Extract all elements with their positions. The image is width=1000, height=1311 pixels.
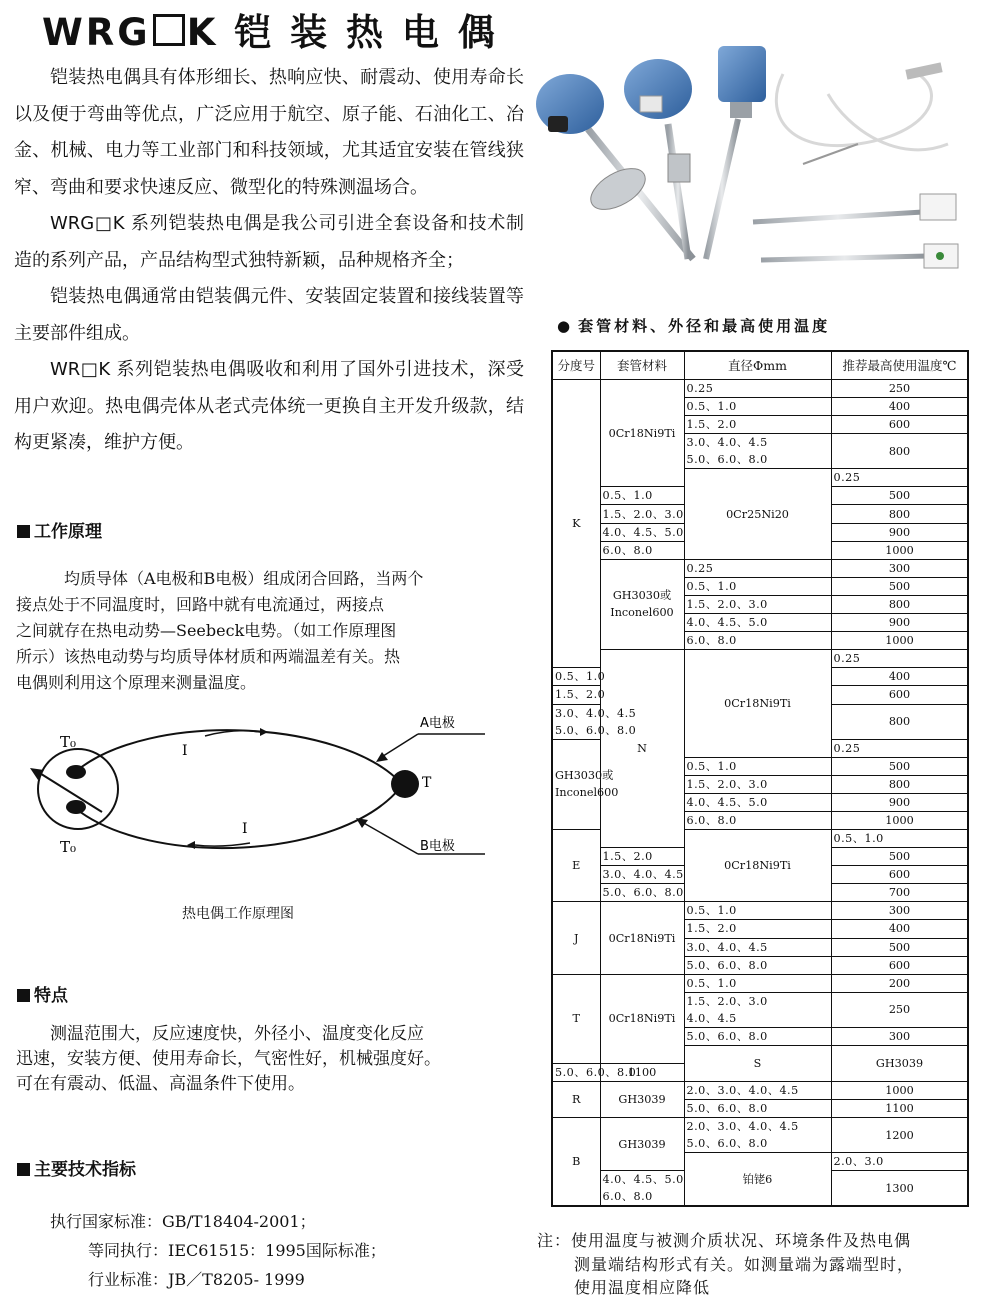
cell-max-temp: 500 (831, 938, 968, 956)
material-name-line: 0Cr18Ni9Ti (608, 1012, 676, 1026)
cell-max-temp: 1100 (831, 1100, 968, 1118)
header-material: 套管材料 (600, 351, 684, 380)
material-name-line: 铂铑6 (742, 1172, 773, 1186)
table-row (552, 1118, 968, 1153)
diameter-line: 4.0、4.5 (686, 1011, 737, 1025)
table-row (552, 1082, 968, 1100)
cell-diameter (684, 1118, 831, 1153)
cell-max-temp: 900 (831, 793, 968, 811)
cell-material (684, 650, 831, 757)
electrode-a-wire (75, 730, 400, 782)
thermocouple-principle-diagram (20, 700, 500, 880)
cell-diameter (684, 956, 831, 974)
working-principle-text (16, 566, 506, 696)
cell-diameter (684, 938, 831, 956)
cell-max-temp: 500 (831, 848, 968, 866)
material-name-line: 0Cr25Ni20 (726, 507, 789, 521)
cell-max-temp: 400 (831, 398, 968, 416)
material-name-line: Inconel600 (555, 786, 619, 800)
cell-code: S (684, 1045, 831, 1081)
cell-diameter (684, 793, 831, 811)
cell-diameter (831, 829, 968, 847)
cold-junction-bottom (66, 800, 86, 814)
cell-code: B (552, 1118, 600, 1207)
diameter-line: 1.5、2.0、3.0 (686, 777, 768, 791)
diameter-line: 5.0、6.0、8.0 (555, 723, 637, 737)
cell-diameter (552, 704, 637, 739)
material-name-line: GH3030或 (555, 769, 614, 783)
cell-material (831, 1045, 968, 1081)
intro-paragraph: WRG□K 系列铠装热电偶是我公司引进全套设备和技术制造的系列产品，产品结构型式独特新颖，品种规格齐全； (14, 213, 524, 271)
diameter-line: 1.5、2.0 (555, 688, 606, 702)
diameter-line: 2.0、3.0、4.0、4.5 (686, 1120, 799, 1134)
title-prefix: WRG (42, 11, 151, 54)
cell-max-temp: 600 (831, 956, 968, 974)
cell-diameter (600, 487, 684, 505)
header-code: 分度号 (552, 351, 600, 380)
cell-material (600, 1082, 684, 1118)
page-title (42, 2, 498, 56)
cell-max-temp: 1000 (831, 811, 968, 829)
cell-diameter (684, 775, 831, 793)
diameter-line: 5.0、6.0、8.0 (555, 1066, 637, 1080)
note-line: 使用温度与被测介质状况、环境条件及热电偶 (571, 1231, 912, 1250)
header-diameter: 直径Φmm (684, 351, 831, 380)
table-row (552, 902, 968, 920)
sheath-material-table (551, 350, 969, 1207)
diameter-line: 0.5、1.0 (686, 400, 737, 414)
diameter-line: 1.5、2.0、3.0 (602, 507, 684, 521)
diameter-line: 6.0、8.0 (686, 813, 737, 827)
cell-max-temp: 600 (831, 686, 968, 704)
cell-max-temp: 1000 (831, 1082, 968, 1100)
material-name-line: 0Cr18Ni9Ti (608, 931, 676, 945)
cell-max-temp: 800 (831, 434, 968, 469)
diameter-line: 3.0、4.0、4.5 (686, 436, 768, 450)
material-name-line: Inconel600 (610, 606, 674, 620)
spec-line: 等同执行：IEC61515：1995国际标准； (88, 1241, 386, 1260)
tech-specs-text (50, 1207, 386, 1294)
diameter-line: 5.0、6.0、8.0 (686, 1137, 768, 1151)
current-arrow-top (205, 731, 260, 736)
cell-max-temp: 800 (831, 505, 968, 523)
intro-paragraph: 铠装热电偶通常由铠装偶元件、安装固定装置和接线装置等主要部件组成。 (14, 286, 524, 344)
cell-diameter (684, 1082, 831, 1100)
table-header-row (552, 351, 968, 380)
cell-diameter (831, 1153, 968, 1171)
cell-material (600, 559, 684, 649)
diameter-line: 4.0、4.5、5.0 (602, 525, 684, 539)
cell-diameter (684, 902, 831, 920)
diameter-line: 3.0、4.0、4.5 (602, 868, 684, 882)
diameter-line: 1.5、2.0 (686, 418, 737, 432)
features-heading: 特点 (17, 981, 68, 1006)
diameter-line: 5.0、6.0、8.0 (602, 886, 684, 900)
electrode-b-arrowhead (356, 818, 368, 828)
cell-diameter (831, 469, 968, 487)
diameter-line: 0.5、1.0 (686, 759, 737, 773)
cell-max-temp: 1200 (831, 1118, 968, 1153)
feature-line: 可在有震动、低温、高温条件下使用。 (16, 1074, 305, 1094)
cell-material (552, 739, 619, 829)
features-text (16, 1022, 506, 1097)
diameter-line: 3.0、4.0、4.5 (555, 706, 637, 720)
cell-diameter (684, 398, 831, 416)
diameter-line: 0.5、1.0 (686, 976, 737, 990)
diameter-line: 6.0、8.0 (602, 543, 653, 557)
diameter-line: 0.5、1.0 (686, 904, 737, 918)
diameter-line: 5.0、6.0、8.0 (686, 453, 768, 467)
diameter-line: 0.5、1.0 (602, 489, 653, 503)
cell-diameter (684, 434, 831, 469)
material-name-line: 0Cr18Ni9Ti (724, 859, 791, 873)
cell-max-temp: 300 (831, 559, 968, 577)
cell-diameter (684, 632, 831, 650)
cell-diameter (684, 380, 831, 398)
cell-diameter (600, 523, 684, 541)
note-line: 测量端结构形式有关。如测量端为露端型时， (574, 1254, 915, 1274)
diameter-line: 2.0、3.0 (833, 1155, 884, 1169)
cell-max-temp: 300 (831, 902, 968, 920)
cell-material (684, 829, 831, 901)
cell-max-temp: 500 (831, 487, 968, 505)
label-t: T (422, 775, 432, 791)
current-arrowhead-top (260, 728, 268, 736)
cell-diameter (684, 920, 831, 938)
material-name-line: GH3039 (875, 1057, 924, 1070)
cell-diameter (684, 811, 831, 829)
hot-junction (391, 770, 419, 798)
cell-diameter (600, 541, 684, 559)
diameter-line: 6.0、8.0 (686, 634, 737, 648)
diameter-line: 0.25 (686, 561, 714, 575)
cell-max-temp: 1100 (600, 1064, 684, 1082)
diameter-line: 0.25 (833, 652, 861, 666)
diameter-line: 0.25 (686, 382, 714, 396)
feature-line: 迅速，安装方便、使用寿命长，气密性好，机械强度好。 (16, 1049, 441, 1069)
cell-code: T (552, 974, 600, 1063)
intro-paragraph: 铠装热电偶具有体形细长、热响应快、耐震动、使用寿命长以及便于弯曲等优点，广泛应用于航空、原子能、石油化工、冶金、机械、电力等工业部门和科技领域，尤其适宜安装在管线狭窄、弯曲和要求快速反应、微型化的特殊测温场合。 (14, 67, 524, 198)
tech-specs-heading: 主要技术指标 (17, 1155, 136, 1180)
cell-diameter (684, 577, 831, 595)
header-max-temp: 推荐最高使用温度℃ (831, 351, 968, 380)
cell-diameter (684, 1027, 831, 1045)
cell-code: E (552, 829, 600, 901)
cell-material (600, 902, 684, 974)
cell-diameter (831, 650, 968, 668)
diameter-line: 4.0、4.5、5.0 (686, 616, 768, 630)
diameter-line: 5.0、6.0、8.0 (686, 958, 768, 972)
diameter-line: 1.5、2.0、3.0 (686, 597, 768, 611)
cell-diameter (600, 1171, 684, 1207)
label-t0-bottom: T₀ (60, 838, 77, 856)
cell-max-temp: 1300 (831, 1171, 968, 1207)
diameter-line: 4.0、4.5、5.0 (602, 1173, 684, 1187)
table-row (552, 650, 968, 668)
cell-diameter (600, 848, 684, 866)
cell-material (600, 974, 684, 1063)
electrode-b-wire (75, 788, 400, 848)
title-suffix: K 铠 装 热 电 偶 (186, 11, 498, 54)
cell-diameter (684, 992, 831, 1027)
diameter-line: 5.0、6.0、8.0 (686, 1029, 768, 1043)
intro-paragraph: WR□K 系列铠装热电偶吸收和利用了国外引进技术，深受用户欢迎。热电偶壳体从老式壳体统一更换自主开发升级款，结构更紧凑，维护方便。 (14, 359, 524, 453)
cell-diameter (684, 416, 831, 434)
cold-junction-top (66, 765, 86, 779)
cell-max-temp: 200 (831, 974, 968, 992)
cell-diameter (684, 614, 831, 632)
cell-max-temp: 600 (831, 416, 968, 434)
cell-diameter (600, 884, 684, 902)
cell-max-temp: 400 (831, 668, 968, 686)
cell-max-temp: 1000 (831, 541, 968, 559)
note-label: 注： (537, 1231, 572, 1250)
diameter-line: 0.25 (833, 471, 861, 485)
cell-max-temp: 500 (831, 577, 968, 595)
cell-code: K (552, 380, 600, 668)
table-title: ● 套管材料、外径和最高使用温度 (557, 315, 830, 336)
note-line: 使用温度相应降低 (574, 1278, 711, 1297)
cell-max-temp: 1000 (831, 632, 968, 650)
label-electrode-a: A电极 (420, 716, 455, 731)
table-row (552, 380, 968, 398)
cell-max-temp: 400 (831, 920, 968, 938)
table-row (552, 559, 968, 577)
cell-max-temp: 250 (831, 992, 968, 1027)
feature-line: 测温范围大，反应速度快，外径小、温度变化反应 (50, 1024, 424, 1044)
cell-material (684, 1153, 831, 1207)
cell-code: J (552, 902, 600, 974)
cell-diameter (552, 686, 606, 704)
cell-max-temp: 600 (831, 866, 968, 884)
meter-circle (38, 749, 118, 829)
cell-max-temp: 800 (831, 595, 968, 613)
working-principle-heading: 工作原理 (17, 517, 102, 542)
material-name-line: 0Cr18Ni9Ti (608, 426, 676, 440)
diameter-line: 1.5、2.0 (686, 922, 737, 936)
cell-max-temp: 250 (831, 380, 968, 398)
material-name-line: GH3039 (618, 1137, 666, 1151)
spec-line: 执行国家标准：GB/T18404-2001； (50, 1212, 316, 1231)
diameter-line: 1.5、2.0 (602, 850, 653, 864)
cell-code: R (552, 1082, 600, 1118)
cell-max-temp: 900 (831, 523, 968, 541)
cell-diameter (684, 757, 831, 775)
diameter-line: 0.5、1.0 (555, 670, 606, 684)
intro-text (14, 60, 524, 462)
cell-max-temp: 800 (831, 775, 968, 793)
cell-diameter (684, 595, 831, 613)
table-note (537, 1229, 992, 1300)
table-row (552, 974, 968, 992)
diameter-line: 2.0、3.0、4.0、4.5 (686, 1084, 799, 1098)
material-name-line: GH3039 (618, 1093, 666, 1107)
current-arrowhead-bottom (187, 841, 195, 849)
diameter-line: 4.0、4.5、5.0 (686, 795, 768, 809)
diameter-line: 5.0、6.0、8.0 (686, 1102, 768, 1116)
cell-diameter (552, 668, 606, 686)
cell-diameter (684, 559, 831, 577)
principle-line: 电偶则利用这个原理来测量温度。 (16, 673, 257, 692)
current-arrow-bottom (195, 843, 250, 846)
label-t0-top: T₀ (60, 733, 77, 751)
label-i-top: I (182, 743, 188, 759)
title-box-symbol (153, 14, 185, 46)
cell-diameter (600, 505, 684, 523)
principle-line: 所示）该热电动势与均质导体材质和两端温差有关。热 (16, 647, 401, 666)
thermocouple-products-photo (528, 34, 994, 270)
diameter-line: 6.0、8.0 (602, 1190, 653, 1204)
cell-max-temp: 300 (831, 1027, 968, 1045)
cell-material (600, 1118, 684, 1171)
label-electrode-b: B电极 (420, 839, 455, 854)
cell-diameter (552, 1064, 637, 1082)
material-name-line: GH3030或 (612, 589, 672, 603)
electrode-a-leader-diagonal (380, 734, 418, 758)
cell-diameter (831, 739, 968, 757)
diameter-line: 3.0、4.0、4.5 (686, 940, 768, 954)
diameter-line: 0.25 (833, 741, 861, 755)
material-name-line: 0Cr18Ni9Ti (724, 696, 791, 710)
cell-material (600, 380, 684, 487)
cell-max-temp: 500 (831, 757, 968, 775)
principle-line: 均质导体（A电极和B电极）组成闭合回路，当两个 (64, 569, 424, 588)
cell-code: N (600, 650, 684, 848)
principle-line: 之间就存在热电动势—Seebeck电势。（如工作原理图 (16, 621, 397, 640)
principle-line: 接点处于不同温度时，回路中就有电流通过，两接点 (16, 595, 385, 614)
label-i-bottom: I (242, 821, 248, 837)
electrode-b-leader-diagonal (362, 822, 418, 854)
cell-max-temp: 700 (831, 884, 968, 902)
spec-line: 行业标准：JB／T8205- 1999 (88, 1270, 305, 1289)
cell-diameter (684, 974, 831, 992)
diameter-line: 1.5、2.0、3.0 (686, 994, 768, 1008)
cell-diameter (600, 866, 684, 884)
diameter-line: 0.5、1.0 (686, 579, 737, 593)
cell-max-temp: 800 (831, 704, 968, 739)
cell-max-temp: 900 (831, 614, 968, 632)
diagram-caption: 热电偶工作原理图 (182, 906, 294, 922)
cell-diameter (684, 1100, 831, 1118)
cell-material (684, 469, 831, 559)
diameter-line: 0.5、1.0 (833, 832, 884, 846)
